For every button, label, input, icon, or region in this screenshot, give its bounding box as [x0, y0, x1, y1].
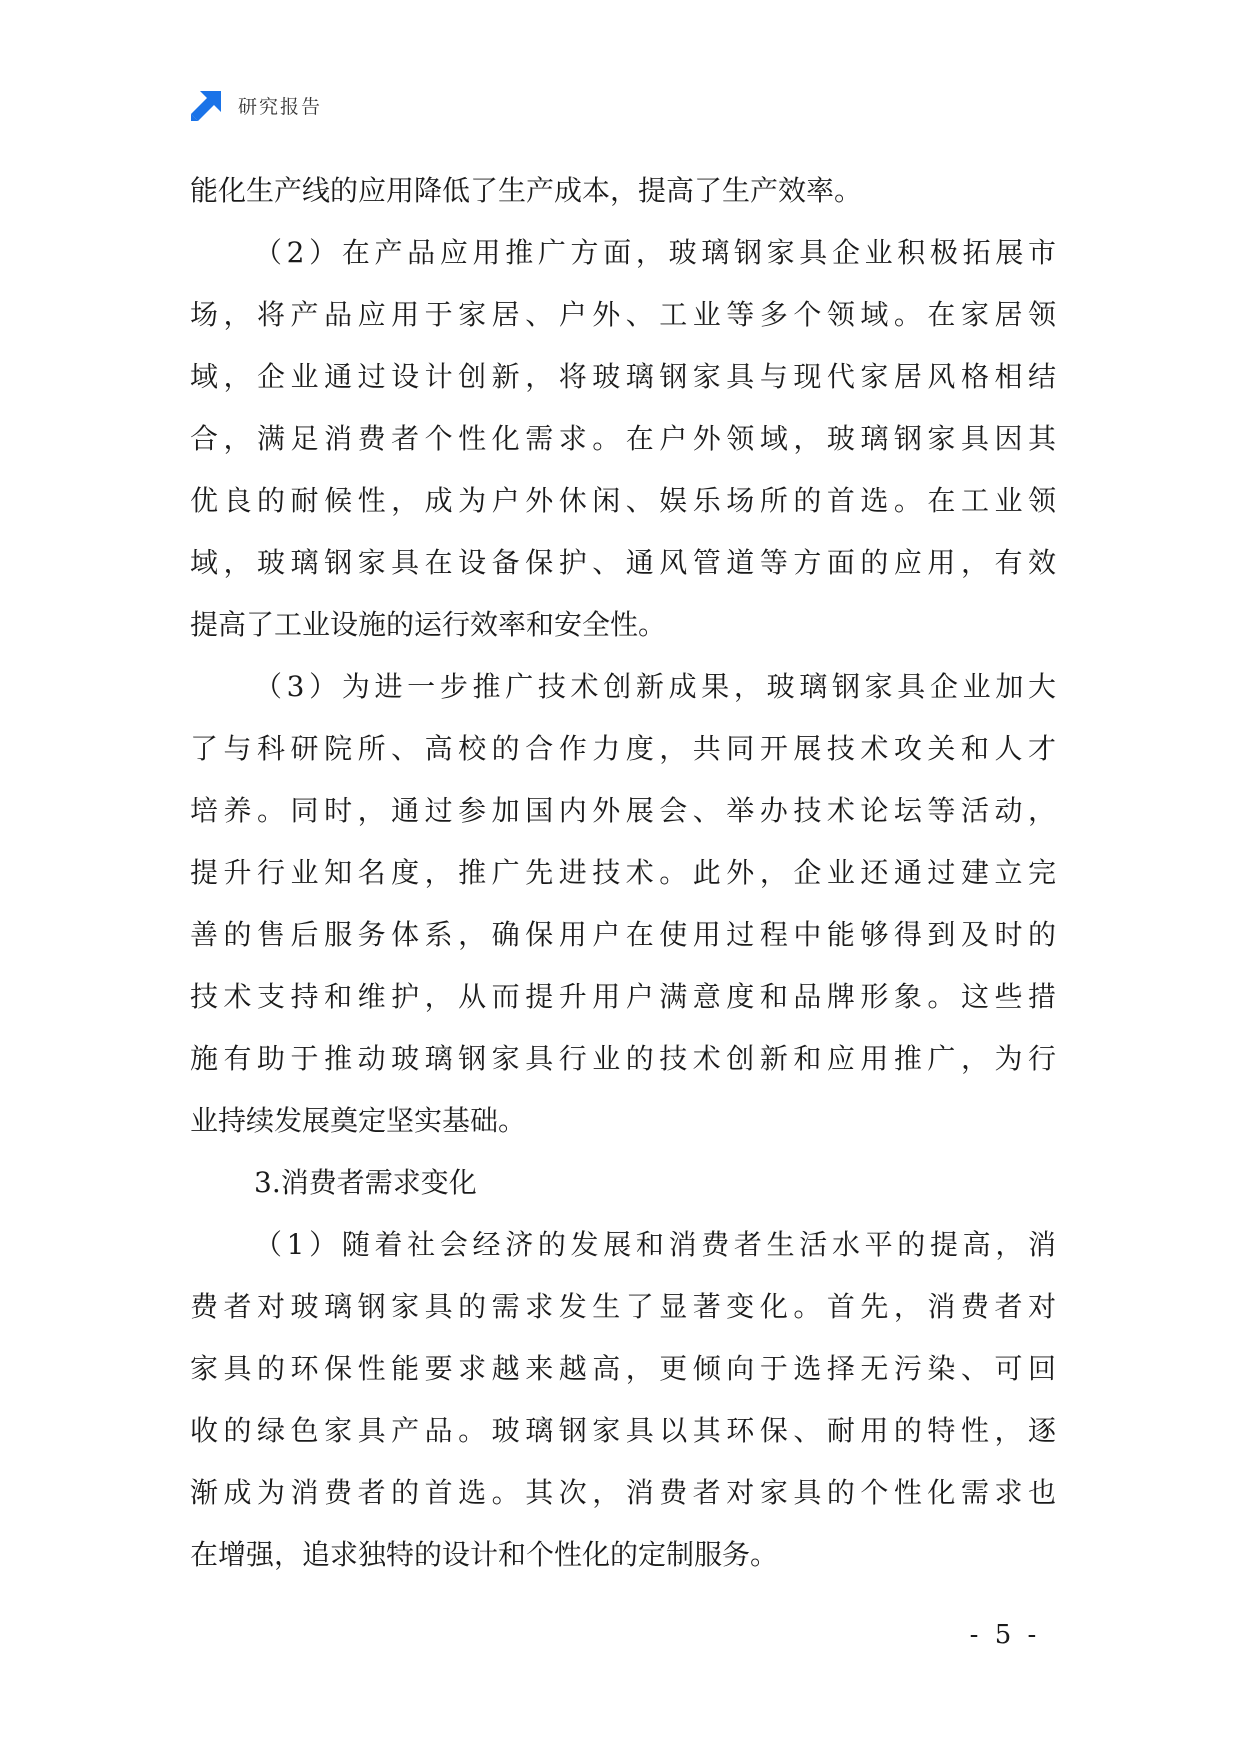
text-line: 提高了工业设施的运行效率和安全性。 — [190, 608, 667, 641]
document-body — [190, 160, 1056, 1586]
text-line: 域，企业通过设计创新，将玻璃钢家具与现代家居风格相结 — [190, 360, 1056, 393]
text-line: 渐成为消费者的首选。其次，消费者对家具的个性化需求也 — [190, 1476, 1056, 1509]
header-title: 研究报告 — [238, 95, 323, 118]
text-line: 合，满足消费者个性化需求。在户外领域，玻璃钢家具因其 — [190, 422, 1056, 455]
paragraph-start-line: （1）随着社会经济的发展和消费者生活水平的提高，消 — [254, 1228, 1056, 1261]
section-heading: 3.消费者需求变化 — [254, 1166, 477, 1199]
paragraph-start-line: （3）为进一步推广技术创新成果，玻璃钢家具企业加大 — [254, 670, 1056, 703]
text-line: 收的绿色家具产品。玻璃钢家具以其环保、耐用的特性，逐 — [190, 1414, 1056, 1447]
text-line: 培养。同时，通过参加国内外展会、举办技术论坛等活动， — [190, 794, 1056, 827]
page-number: - 5 - — [969, 1620, 1041, 1650]
text-line: 域，玻璃钢家具在设备保护、通风管道等方面的应用，有效 — [190, 546, 1056, 579]
text-line: 在增强，追求独特的设计和个性化的定制服务。 — [190, 1538, 779, 1571]
text-line: 施有助于推动玻璃钢家具行业的技术创新和应用推广，为行 — [190, 1042, 1056, 1075]
text-line: 场，将产品应用于家居、户外、工业等多个领域。在家居领 — [190, 298, 1056, 331]
text-line: 了与科研院所、高校的合作力度，共同开展技术攻关和人才 — [190, 732, 1056, 765]
text-line: 优良的耐候性，成为户外休闲、娱乐场所的首选。在工业领 — [190, 484, 1056, 517]
text-line: 业持续发展奠定坚实基础。 — [190, 1104, 527, 1137]
text-line: 善的售后服务体系，确保用户在使用过程中能够得到及时的 — [190, 918, 1056, 951]
text-line: 能化生产线的应用降低了生产成本，提高了生产效率。 — [190, 174, 863, 207]
arrow-up-right-icon — [190, 88, 224, 122]
text-line: 费者对玻璃钢家具的需求发生了显著变化。首先，消费者对 — [190, 1290, 1056, 1323]
paragraph-start-line: （2）在产品应用推广方面，玻璃钢家具企业积极拓展市 — [254, 236, 1056, 269]
report-header — [190, 88, 322, 122]
text-line: 技术支持和维护，从而提升用户满意度和品牌形象。这些措 — [190, 980, 1056, 1013]
text-line: 提升行业知名度，推广先进技术。此外，企业还通过建立完 — [190, 856, 1056, 889]
text-line: 家具的环保性能要求越来越高，更倾向于选择无污染、可回 — [190, 1352, 1056, 1385]
